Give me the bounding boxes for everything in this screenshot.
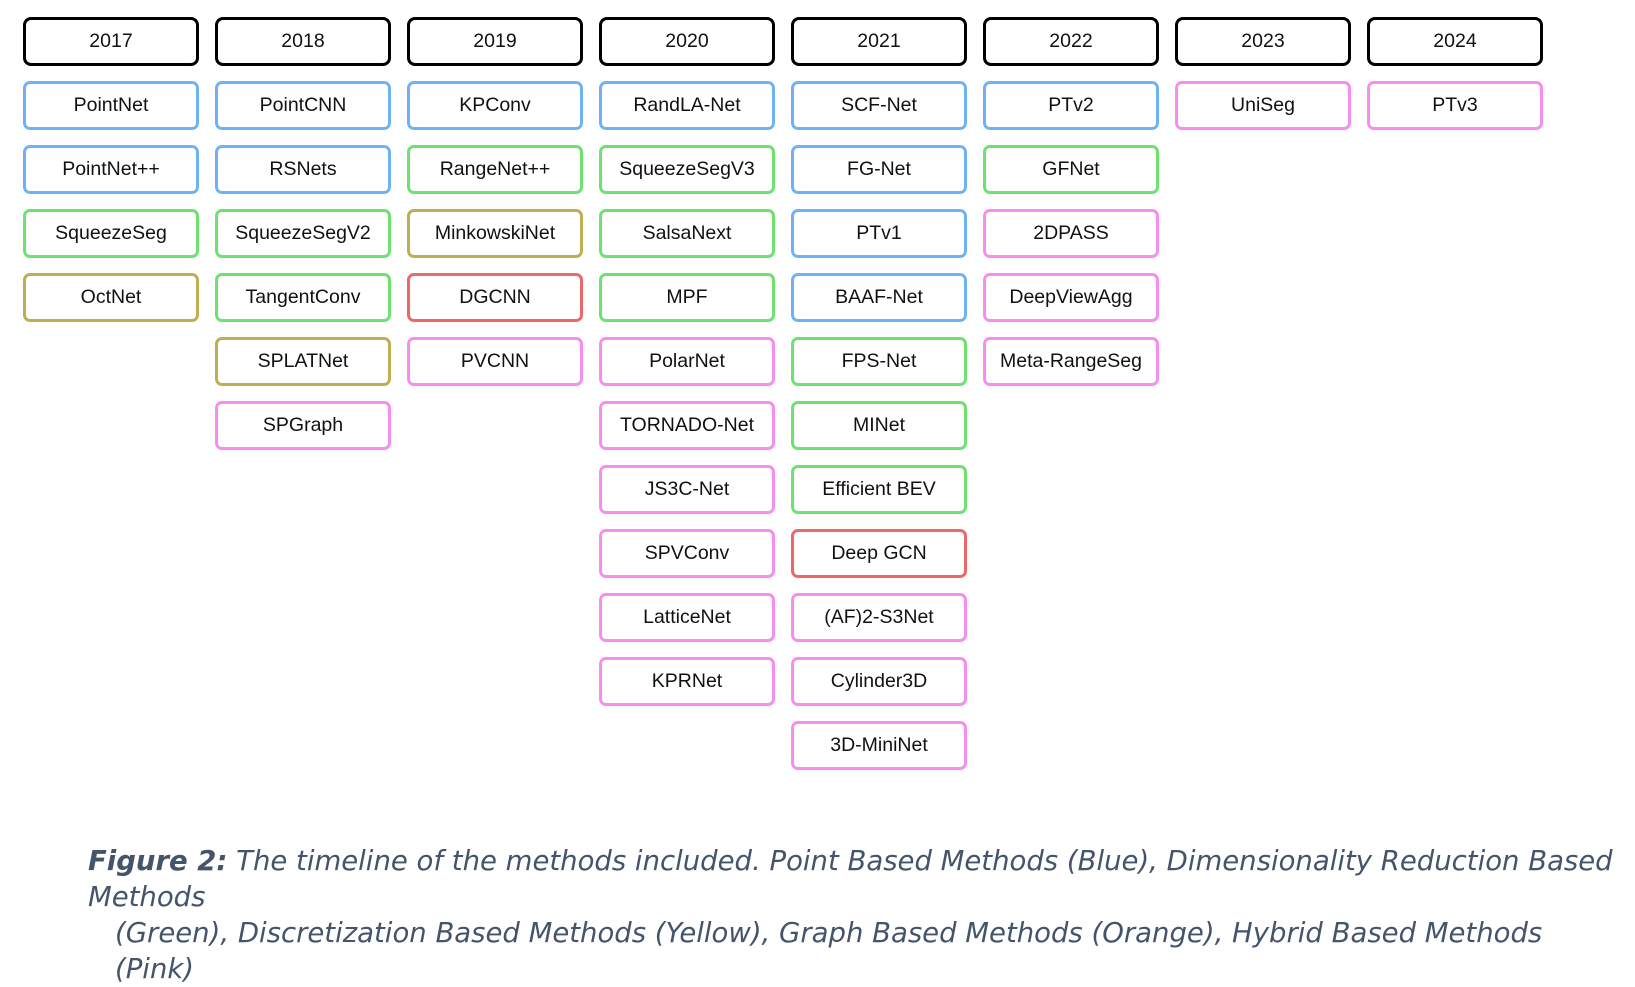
method-box-dimred: MINet	[791, 401, 967, 450]
method-box-dimred: MPF	[599, 273, 775, 322]
method-box-graph: Deep GCN	[791, 529, 967, 578]
caption-text-line-1: The timeline of the methods included. Point Based Methods (Blue), Dimensionality Reduction Based Methods	[88, 845, 1613, 913]
method-box-dimred: SqueezeSegV2	[215, 209, 391, 258]
method-box-dimred: GFNet	[983, 145, 1159, 194]
method-box-discrete: MinkowskiNet	[407, 209, 583, 258]
method-box-point: PTv2	[983, 81, 1159, 130]
year-header-2023: 2023	[1175, 17, 1351, 66]
method-box-hybrid: 2DPASS	[983, 209, 1159, 258]
year-header-2017: 2017	[23, 17, 199, 66]
method-box-hybrid: PTv3	[1367, 81, 1543, 130]
caption-text-line-2: (Green), Discretization Based Methods (Yellow), Graph Based Methods (Orange), Hybrid Based Methods (Pink)	[115, 917, 1543, 985]
caption-label: Figure 2:	[88, 845, 228, 877]
method-box-dimred: SalsaNext	[599, 209, 775, 258]
method-box-hybrid: (AF)2-S3Net	[791, 593, 967, 642]
method-box-dimred: RangeNet++	[407, 145, 583, 194]
method-box-dimred: TangentConv	[215, 273, 391, 322]
method-box-hybrid: SPGraph	[215, 401, 391, 450]
year-header-2021: 2021	[791, 17, 967, 66]
method-box-point: RandLA-Net	[599, 81, 775, 130]
method-box-hybrid: KPRNet	[599, 657, 775, 706]
method-box-point: BAAF-Net	[791, 273, 967, 322]
method-box-point: SCF-Net	[791, 81, 967, 130]
year-header-2018: 2018	[215, 17, 391, 66]
methods-timeline-diagram	[23, 17, 1635, 817]
method-box-hybrid: PolarNet	[599, 337, 775, 386]
year-header-2020: 2020	[599, 17, 775, 66]
method-box-point: PointNet	[23, 81, 199, 130]
method-box-hybrid: TORNADO-Net	[599, 401, 775, 450]
year-header-2019: 2019	[407, 17, 583, 66]
method-box-dimred: SqueezeSeg	[23, 209, 199, 258]
method-box-dimred: FPS-Net	[791, 337, 967, 386]
method-box-discrete: SPLATNet	[215, 337, 391, 386]
method-box-hybrid: LatticeNet	[599, 593, 775, 642]
method-box-graph: DGCNN	[407, 273, 583, 322]
method-box-point: KPConv	[407, 81, 583, 130]
method-box-hybrid: JS3C-Net	[599, 465, 775, 514]
method-box-discrete: OctNet	[23, 273, 199, 322]
method-box-hybrid: PVCNN	[407, 337, 583, 386]
method-box-hybrid: DeepViewAgg	[983, 273, 1159, 322]
method-box-dimred: SqueezeSegV3	[599, 145, 775, 194]
figure-caption	[88, 843, 1618, 987]
method-box-hybrid: UniSeg	[1175, 81, 1351, 130]
method-box-point: RSNets	[215, 145, 391, 194]
year-header-2024: 2024	[1367, 17, 1543, 66]
method-box-hybrid: Meta-RangeSeg	[983, 337, 1159, 386]
method-box-point: FG-Net	[791, 145, 967, 194]
method-box-point: PointCNN	[215, 81, 391, 130]
method-box-point: PTv1	[791, 209, 967, 258]
method-box-dimred: Efficient BEV	[791, 465, 967, 514]
method-box-hybrid: SPVConv	[599, 529, 775, 578]
method-box-point: PointNet++	[23, 145, 199, 194]
method-box-hybrid: Cylinder3D	[791, 657, 967, 706]
method-box-hybrid: 3D-MiniNet	[791, 721, 967, 770]
year-header-2022: 2022	[983, 17, 1159, 66]
